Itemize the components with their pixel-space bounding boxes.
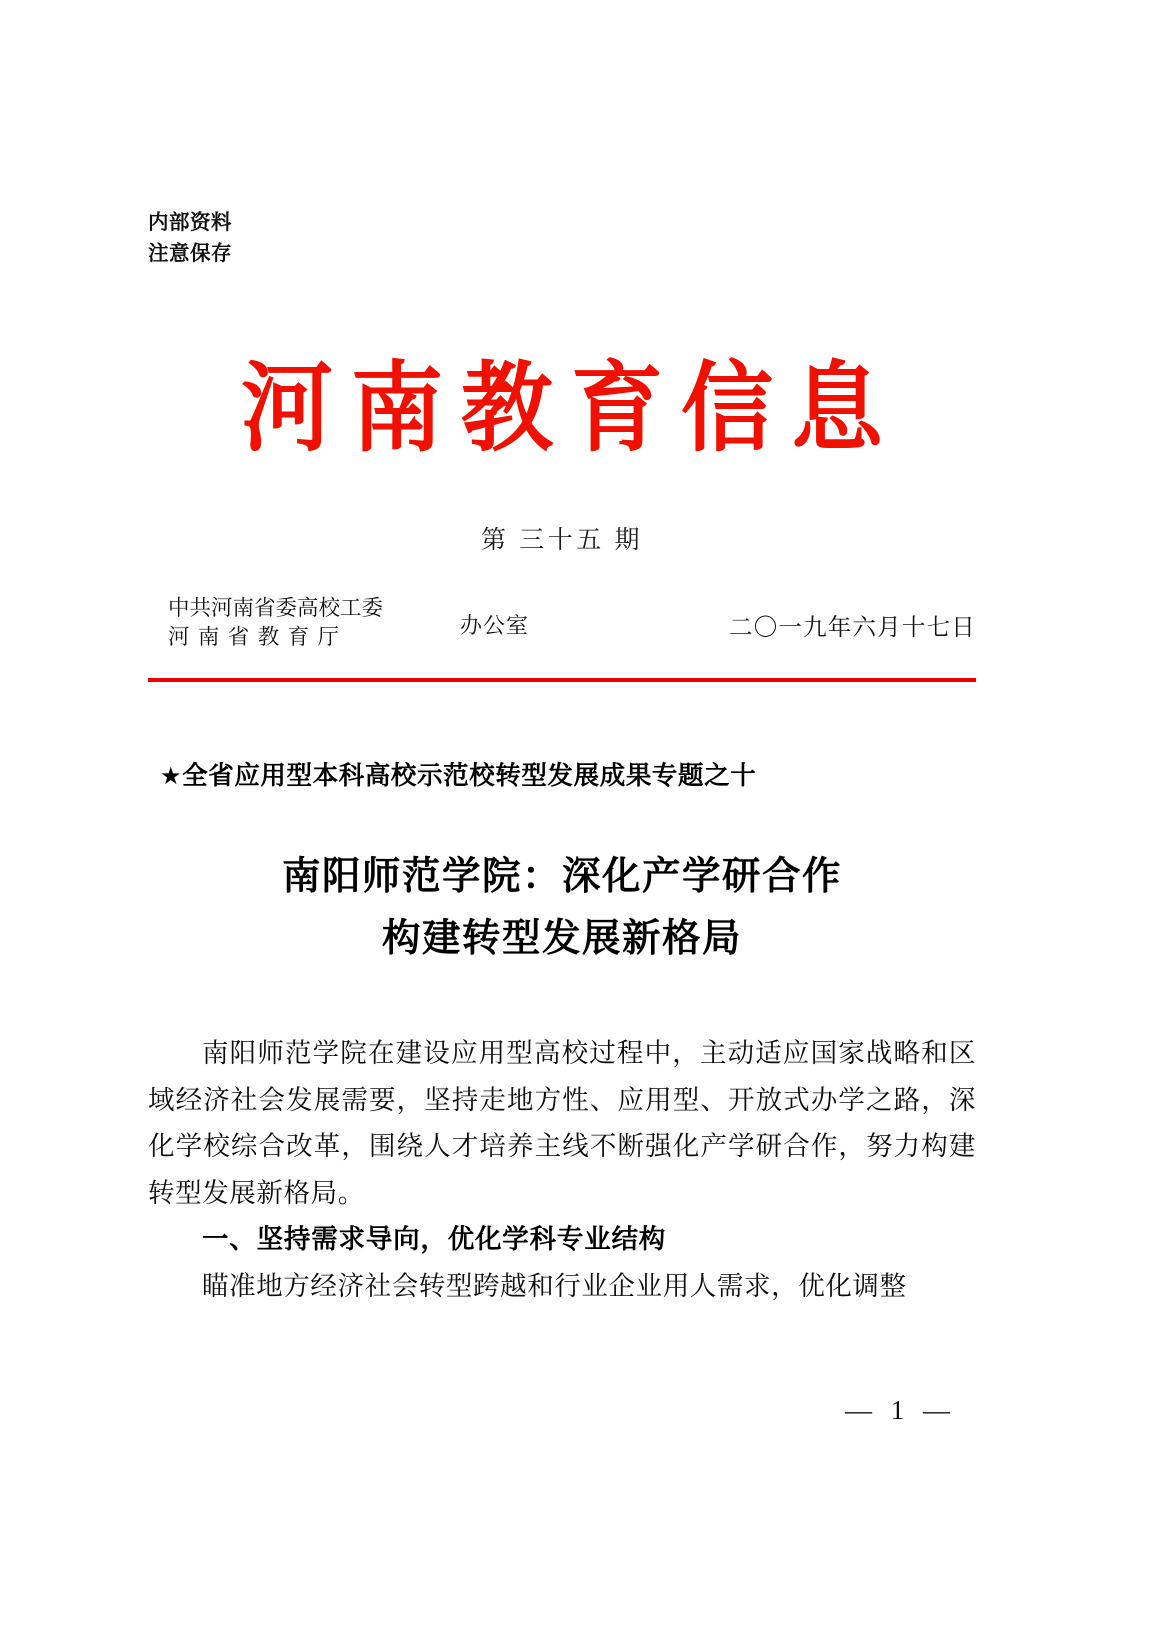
page-content-column xyxy=(148,0,976,1637)
article-title-line-2: 构建转型发展新格局 xyxy=(381,918,742,960)
section-heading: 一、坚持需求导向，优化学科专业结构 xyxy=(202,1224,667,1254)
publisher-org-line-2: 河南省教育厅 xyxy=(168,625,348,649)
article-body xyxy=(148,1030,976,1309)
series-headline xyxy=(160,756,756,792)
publisher-block xyxy=(168,594,976,658)
article-title-line-1: 南阳师范学院：深化产学研合作 xyxy=(281,856,842,898)
publication-date: 二〇一九年六月十七日 xyxy=(729,615,976,641)
star-icon: ★ xyxy=(160,763,183,790)
issue-number: 第 三十五 期 xyxy=(480,527,643,554)
masthead xyxy=(148,355,976,464)
confidential-notice-line-2: 注意保存 xyxy=(148,242,232,265)
confidential-notice-line-1: 内部资料 xyxy=(148,211,232,234)
confidential-notice xyxy=(148,207,232,269)
page-number: — 1 — xyxy=(845,1395,956,1425)
article-title xyxy=(148,846,976,970)
publisher-org-line-1: 中共河南省委高校工委 xyxy=(168,596,384,620)
publisher-organizations xyxy=(168,594,383,652)
series-headline-text: 全省应用型本科高校示范校转型发展成果专题之十 xyxy=(182,762,757,790)
red-divider-rule xyxy=(148,678,976,682)
body-paragraph: 南阳师范学院在建设应用型高校过程中，主动适应国家战略和区域经济社会发展需要，坚持走地方性、应用型、开放式办学之路，深化学校综合改革，围绕人才培养主线不断强化产学研合作，努力构建转型发展新格局。 xyxy=(148,1038,976,1208)
masthead-title: 河南教育信息 xyxy=(240,355,901,464)
body-paragraph: 瞄准地方经济社会转型跨越和行业企业用人需求，优化调整 xyxy=(202,1270,907,1301)
publisher-department: 办公室 xyxy=(460,613,530,638)
